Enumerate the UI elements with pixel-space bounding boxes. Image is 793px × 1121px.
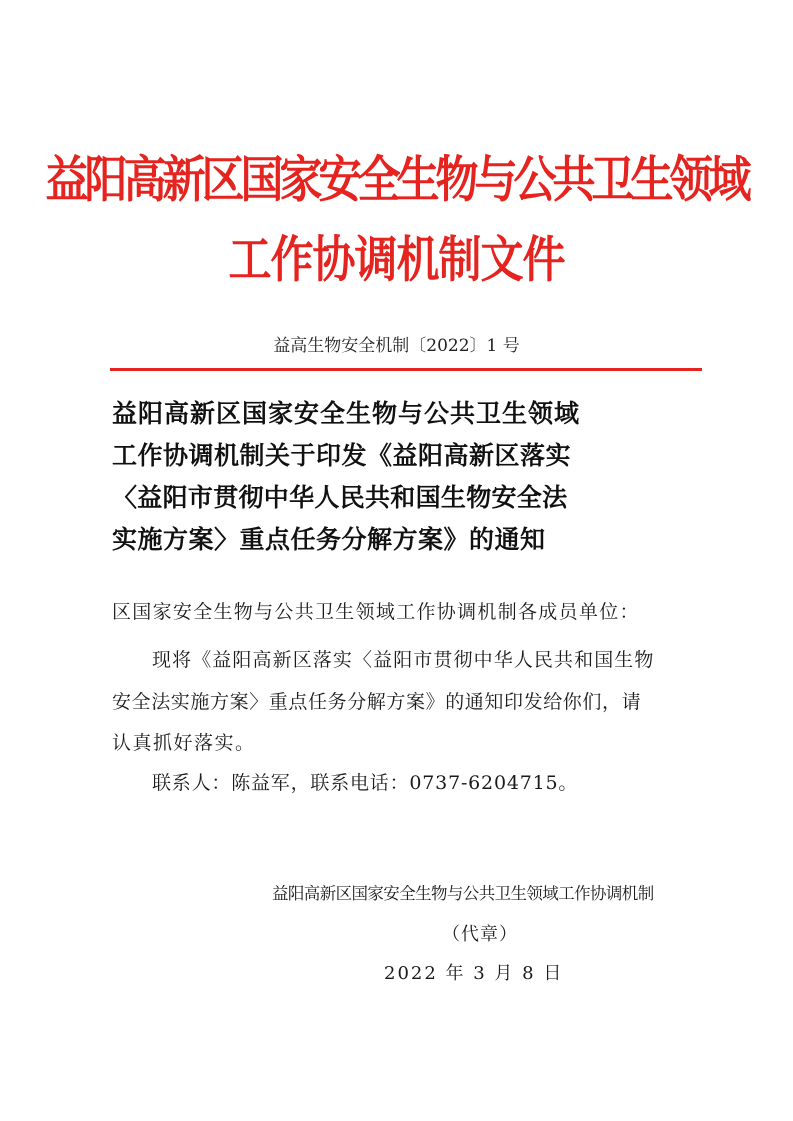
body-paragraph-line: 安全法实施方案〉重点任务分解方案》的通知印发给你们，请 — [112, 691, 642, 713]
seal-note: （代章） — [442, 924, 518, 945]
notice-title-line: 〈益阳市贯彻中华人民共和国生物安全法 — [112, 483, 568, 512]
document-header-title-line1: 益阳高新区国家安全生物与公共卫生领域 — [45, 151, 748, 210]
notice-title — [112, 393, 692, 561]
notice-title-line: 实施方案〉重点任务分解方案》的通知 — [112, 525, 546, 554]
document-number: 益高生物安全机制〔2022〕1 号 — [273, 336, 520, 356]
addressee: 区国家安全生物与公共卫生领域工作协调机制各成员单位： — [112, 601, 640, 623]
issuer-signature: 益阳高新区国家安全生物与公共卫生领域工作协调机制 — [272, 884, 654, 903]
notice-title-line: 益阳高新区国家安全生物与公共卫生领域 — [112, 399, 581, 428]
red-divider-line — [110, 368, 702, 371]
issue-date: 2022 年 3 月 8 日 — [384, 963, 564, 984]
notice-title-line: 工作协调机制关于印发《益阳高新区落实 — [112, 441, 572, 470]
contact-info: 联系人：陈益军，联系电话：0737-6204715。 — [152, 772, 579, 794]
body-paragraph-line: 认真抓好落实。 — [112, 732, 256, 754]
document-header-title-line2: 工作协调机制文件 — [228, 231, 565, 290]
body-paragraph-line: 现将《益阳高新区落实〈益阳市贯彻中华人民共和国生物 — [152, 649, 655, 671]
